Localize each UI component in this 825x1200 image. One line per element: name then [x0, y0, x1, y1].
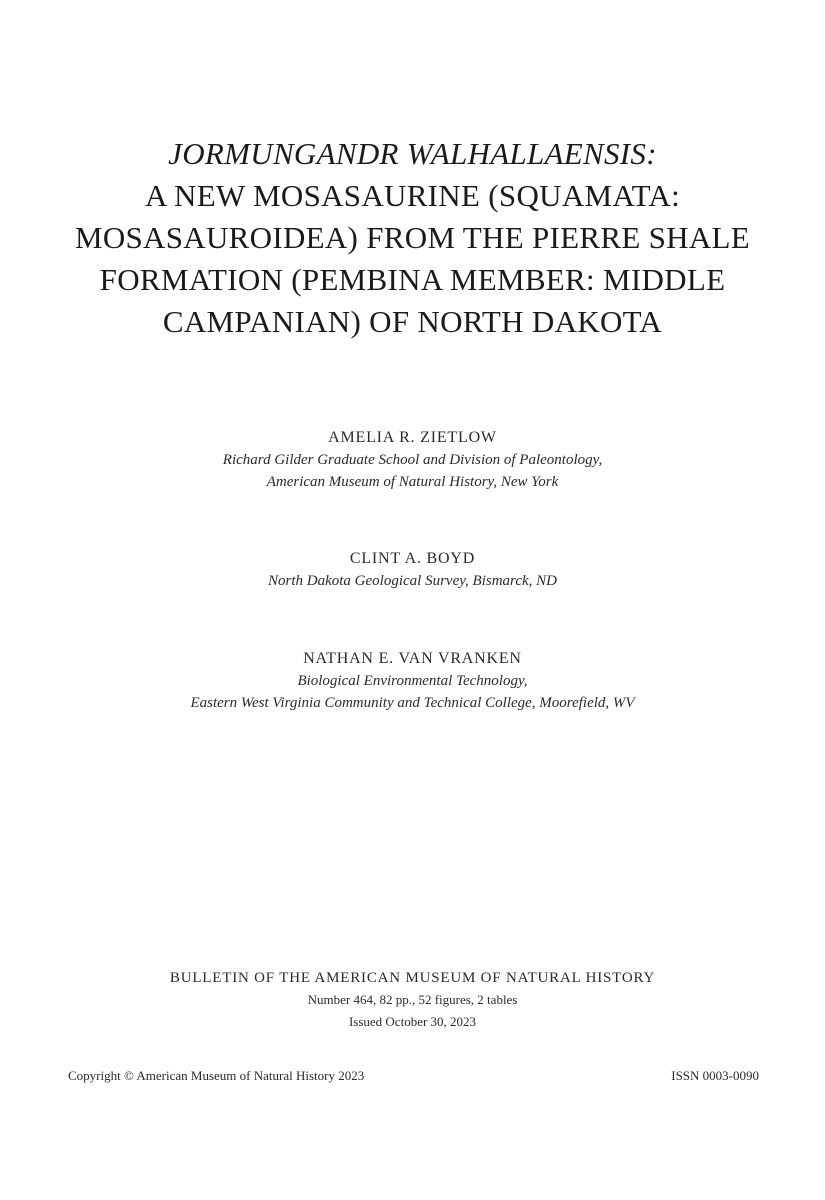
title-line-2: A NEW MOSASAURINE (SQUAMATA: — [145, 178, 680, 213]
title-line-5: CAMPANIAN) OF NORTH DAKOTA — [162, 304, 663, 339]
bulletin-details: Number 464, 82 pp., 52 figures, 2 tables — [307, 992, 518, 1007]
author-affiliation-line: Biological Environmental Technology, — [297, 673, 528, 689]
issn-number: ISSN 0003-0090 — [671, 1068, 759, 1083]
author-block-zietlow — [40, 427, 785, 493]
title-line-genus-species: JORMUNGANDR WALHALLAENSIS: — [168, 136, 657, 171]
author-block-boyd — [40, 548, 785, 592]
author-name: NATHAN E. VAN VRANKEN — [303, 650, 522, 667]
author-name: CLINT A. BOYD — [349, 550, 476, 567]
author-block-van-vranken — [40, 648, 785, 714]
title-line-3: MOSASAUROIDEA) FROM THE PIERRE SHALE — [74, 220, 751, 255]
title-line-4: FORMATION (PEMBINA MEMBER: MIDDLE — [99, 262, 726, 297]
author-affiliation-line: American Museum of Natural History, New York — [266, 474, 559, 490]
author-name: AMELIA R. ZIETLOW — [328, 429, 497, 446]
author-affiliation-line: Richard Gilder Graduate School and Division of Paleontology, — [222, 452, 603, 468]
paper-title — [40, 133, 785, 343]
bulletin-info — [40, 967, 785, 1033]
copyright-notice: Copyright © American Museum of Natural History 2023 — [68, 1068, 365, 1083]
bulletin-issue-date: Issued October 30, 2023 — [348, 1014, 477, 1029]
author-affiliation-line: Eastern West Virginia Community and Technical College, Moorefield, WV — [190, 695, 635, 711]
bulletin-series-title: BULLETIN OF THE AMERICAN MUSEUM OF NATURAL HISTORY — [169, 970, 656, 986]
author-affiliation-line: North Dakota Geological Survey, Bismarck, ND — [268, 573, 557, 589]
